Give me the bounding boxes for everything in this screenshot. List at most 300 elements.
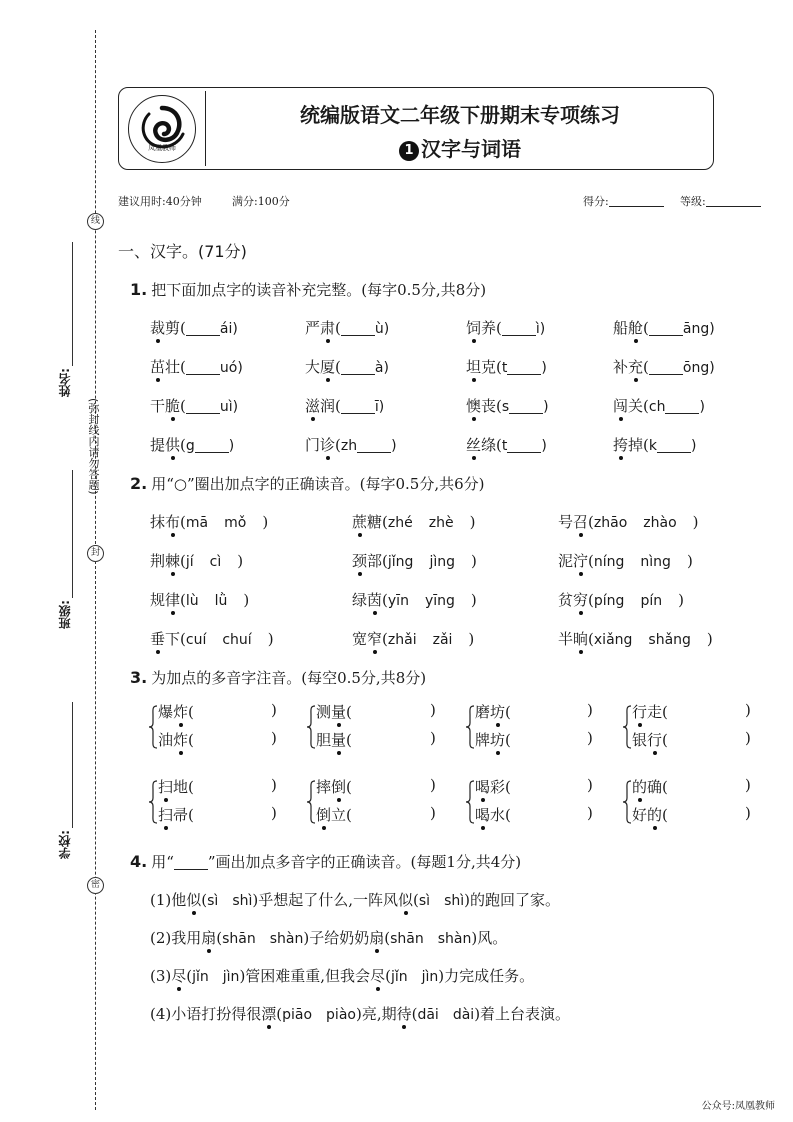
- word-char: (: [505, 731, 511, 749]
- word-char: 船: [613, 319, 629, 337]
- word-char: 宽: [352, 630, 368, 648]
- dotted-char: 坦: [466, 358, 482, 376]
- pinyin-option[interactable]: lù: [185, 593, 199, 609]
- pinyin-option[interactable]: piào: [326, 1007, 356, 1023]
- sentence: [150, 889, 560, 910]
- word-char: 绦(: [481, 436, 502, 454]
- class-field[interactable]: [72, 470, 73, 598]
- pinyin-choice-item: [558, 589, 684, 610]
- pinyin-option[interactable]: pín: [640, 593, 663, 609]
- pinyin-option[interactable]: shàn: [437, 931, 472, 947]
- pinyin-option[interactable]: lǜ: [214, 593, 228, 609]
- answer-space[interactable]: [511, 806, 549, 824]
- paren-open: (: [588, 513, 594, 531]
- question-1-text: 把下面加点字的读音补充完整。(每字0.5分,共8分): [151, 281, 487, 299]
- sentence-text: (: [201, 891, 208, 909]
- score-blank[interactable]: [609, 195, 664, 207]
- seal-mark-mi: 密: [87, 877, 104, 894]
- word-char: (: [335, 358, 341, 376]
- word-char: 门: [305, 436, 321, 454]
- pinyin-option[interactable]: yīn: [387, 593, 409, 609]
- answer-blank[interactable]: [502, 321, 536, 336]
- pinyin-option[interactable]: xiǎng: [593, 632, 633, 648]
- question-4-number: 4.: [130, 852, 148, 871]
- pinyin-choice-item: [558, 628, 713, 649]
- answer-blank[interactable]: [649, 321, 683, 336]
- word-char: (: [335, 319, 341, 337]
- polyphone-word: [632, 701, 706, 722]
- dotted-char: 泞: [573, 552, 589, 570]
- polyphone-word: [158, 729, 232, 750]
- polyphone-group: [465, 701, 599, 751]
- word-char: 壮(: [165, 358, 186, 376]
- pinyin-option[interactable]: mā: [185, 515, 209, 531]
- pinyin-choice-item: [558, 550, 693, 571]
- word-char: (: [346, 778, 352, 796]
- word-char: 严: [305, 319, 321, 337]
- sentence: [150, 927, 507, 948]
- dotted-char: 饲: [466, 319, 482, 337]
- sentence-text: (: [384, 929, 391, 947]
- polyphone-group: [148, 776, 283, 826]
- dotted-char: 懊: [466, 397, 482, 415]
- dotted-char: 充: [628, 358, 644, 376]
- word-char: 关(: [628, 397, 649, 415]
- answer-space[interactable]: [511, 703, 549, 721]
- pinyin-option[interactable]: shān: [222, 931, 256, 947]
- pinyin-option[interactable]: sì: [207, 893, 219, 909]
- pinyin-completion-item: [150, 317, 238, 338]
- sentence-text: )乎想起了什么,一阵风: [252, 891, 398, 909]
- pinyin-option[interactable]: mǒ: [224, 515, 247, 531]
- sentence-text: )亮,期: [355, 1005, 397, 1023]
- dotted-char: 的: [632, 778, 648, 796]
- dotted-char: 喝: [475, 806, 491, 824]
- sentence-text: )的跑回了家。: [464, 891, 560, 909]
- pinyin-option[interactable]: zhé: [387, 515, 413, 531]
- dotted-char: 晌: [573, 630, 589, 648]
- pinyin-choice-item: [150, 628, 274, 649]
- paren-close: ): [587, 701, 593, 719]
- paren-open: (: [180, 630, 186, 648]
- word-char: 彩(: [490, 778, 511, 796]
- grade-label: 等级:: [680, 195, 706, 208]
- answer-blank[interactable]: [657, 438, 691, 453]
- pinyin-option[interactable]: shān: [390, 931, 424, 947]
- paren-close: ): [271, 729, 277, 747]
- polyphone-group: [306, 701, 442, 751]
- dotted-char: 尽: [171, 967, 187, 985]
- word-char: 糖: [367, 513, 383, 531]
- question-3-text: 为加点的多音字注音。(每空0.5分,共8分): [151, 669, 427, 687]
- answer-space[interactable]: [511, 731, 549, 749]
- dotted-char: 舱: [628, 319, 644, 337]
- polyphone-word: [475, 776, 549, 797]
- pinyin-given-initial: t: [501, 360, 508, 376]
- subtitle-text: 汉字与词语: [421, 137, 521, 161]
- answer-space[interactable]: [352, 703, 390, 721]
- word-char: 水(: [490, 806, 511, 824]
- paren-open: (: [588, 591, 594, 609]
- pinyin-given-part: ): [699, 399, 705, 415]
- dotted-char: 颈: [352, 552, 368, 570]
- paren-close: ): [469, 513, 476, 531]
- pinyin-given-part: āng): [682, 321, 715, 337]
- pinyin-option[interactable]: dài: [452, 1007, 475, 1023]
- pinyin-choice-item: [352, 589, 477, 610]
- word-char: 部: [367, 552, 383, 570]
- answer-space[interactable]: [668, 731, 706, 749]
- dotted-char: 坊: [490, 703, 506, 721]
- paren-close: ): [271, 776, 277, 794]
- pinyin-choice-item: [558, 511, 699, 532]
- pinyin-option[interactable]: shì: [444, 893, 465, 909]
- word-char: 丧(: [481, 397, 502, 415]
- dotted-char: 供: [165, 436, 181, 454]
- answer-blank[interactable]: [509, 399, 543, 414]
- word-char: 剪(: [165, 319, 186, 337]
- word-char: 抹: [150, 513, 166, 531]
- dotted-char: 扫: [158, 778, 174, 796]
- paren-close: ): [430, 776, 436, 794]
- polyphone-word: [475, 701, 549, 722]
- paren-open: (: [588, 630, 594, 648]
- polyphone-word: [475, 729, 549, 750]
- pinyin-given-part: ì): [535, 321, 546, 337]
- pinyin-option[interactable]: cì: [209, 554, 222, 570]
- polyphone-word: [158, 701, 232, 722]
- word-char: 油: [158, 731, 174, 749]
- sentence-text: (3): [150, 967, 172, 985]
- pinyin-option[interactable]: píng: [593, 593, 625, 609]
- pinyin-option[interactable]: jǐn: [390, 969, 408, 985]
- answer-space[interactable]: [668, 806, 706, 824]
- paren-close: ): [468, 630, 475, 648]
- answer-space[interactable]: [511, 778, 549, 796]
- paren-open: (: [180, 591, 186, 609]
- dotted-char: 肃: [320, 319, 336, 337]
- answer-space[interactable]: [352, 731, 390, 749]
- paren-close: ): [678, 591, 684, 609]
- answer-blank[interactable]: [507, 438, 541, 453]
- polyphone-group: [148, 701, 283, 751]
- answer-blank[interactable]: [357, 438, 391, 453]
- page-subtitle: [215, 133, 705, 162]
- pinyin-completion-item: [305, 356, 389, 377]
- pinyin-given-part: ): [541, 438, 547, 454]
- dotted-char: 滋: [305, 397, 321, 415]
- pinyin-option[interactable]: jìn: [421, 969, 439, 985]
- word-char: 测: [316, 703, 332, 721]
- paren-close: ): [745, 701, 751, 719]
- polyphone-word: [632, 729, 706, 750]
- dotted-char: 量: [331, 703, 347, 721]
- pinyin-option[interactable]: piāo: [282, 1007, 313, 1023]
- dotted-char: 似: [186, 891, 202, 909]
- word-char: (: [346, 731, 352, 749]
- word-char: 银: [632, 731, 648, 749]
- page-title: 统编版语文二年级下册期末专项练习: [300, 103, 620, 127]
- pinyin-given-part: ōng): [682, 360, 715, 376]
- dotted-char: 垂: [150, 630, 166, 648]
- pinyin-completion-item: [613, 317, 715, 338]
- pinyin-completion-item: [613, 395, 705, 416]
- dotted-char: 量: [331, 731, 347, 749]
- word-char: 补: [613, 358, 629, 376]
- answer-blank[interactable]: [649, 360, 683, 375]
- pinyin-given-part: ): [228, 438, 235, 454]
- sentence-text: (: [411, 1005, 418, 1023]
- answer-space[interactable]: [668, 703, 706, 721]
- paren-close: ): [243, 591, 250, 609]
- dotted-char: 漂: [261, 1005, 277, 1023]
- pinyin-option[interactable]: nìng: [640, 554, 671, 570]
- sentence-text: (2)我用: [150, 929, 202, 947]
- sentence-text: (: [413, 891, 419, 909]
- word-char: (: [662, 806, 668, 824]
- polyphone-word: [632, 804, 706, 825]
- pinyin-completion-item: [466, 434, 547, 455]
- paren-close: ): [745, 729, 751, 747]
- seal-cut-line: [95, 30, 96, 1110]
- answer-blank[interactable]: [341, 399, 375, 414]
- answer-blank[interactable]: [195, 438, 229, 453]
- word-char: 克(: [481, 358, 502, 376]
- word-char: (: [180, 436, 186, 454]
- seal-mark-feng: 封: [87, 545, 104, 562]
- word-char: (: [505, 703, 511, 721]
- dotted-char: 炸: [173, 731, 189, 749]
- word-char: (: [188, 703, 194, 721]
- word-char: 掉(: [628, 436, 649, 454]
- answer-blank[interactable]: [186, 321, 220, 336]
- paren-close: ): [430, 729, 436, 747]
- sentence-text: )力完成任务。: [438, 967, 535, 985]
- question-4-prompt: [130, 851, 521, 872]
- polyphone-word: [158, 776, 232, 797]
- pinyin-option[interactable]: sì: [418, 893, 431, 909]
- dotted-char: 倒: [316, 806, 332, 824]
- pinyin-option[interactable]: shàn: [269, 931, 304, 947]
- pinyin-given-initial: s: [501, 399, 510, 415]
- pinyin-given-initial: k: [648, 438, 657, 454]
- pinyin-completion-item: [305, 317, 389, 338]
- sentence-text: )子给奶奶: [303, 929, 370, 947]
- pinyin-given-initial: ch: [648, 399, 666, 415]
- word-char: (: [346, 703, 352, 721]
- dotted-char: 扫: [158, 806, 174, 824]
- paren-open: (: [588, 552, 594, 570]
- word-char: (: [643, 358, 649, 376]
- paren-close: ): [430, 701, 436, 719]
- pinyin-option[interactable]: cuí: [185, 632, 207, 648]
- word-char: 养(: [481, 319, 502, 337]
- question-1-prompt: [130, 279, 486, 300]
- dotted-char: 召: [573, 513, 589, 531]
- polyphone-word: [475, 804, 549, 825]
- word-char: 半: [558, 630, 574, 648]
- polyphone-group: [306, 776, 442, 826]
- word-char: 走(: [647, 703, 668, 721]
- pinyin-given-part: ái): [219, 321, 238, 337]
- word-char: 号: [558, 513, 574, 531]
- dotted-char: 行: [647, 731, 663, 749]
- pinyin-completion-item: [305, 395, 384, 416]
- paren-close: ): [745, 804, 751, 822]
- word-char: 磨: [475, 703, 491, 721]
- word-char: (: [188, 731, 194, 749]
- word-char: (: [335, 436, 341, 454]
- dotted-char: 炸: [173, 703, 189, 721]
- sentence-text: (: [186, 967, 193, 985]
- pinyin-option[interactable]: zǎi: [432, 632, 453, 648]
- paren-open: (: [382, 513, 388, 531]
- answer-space[interactable]: [668, 778, 706, 796]
- sentence-text: )风。: [471, 929, 508, 947]
- word-char: 帚(: [173, 806, 194, 824]
- pinyin-option[interactable]: zhào: [643, 515, 677, 531]
- paren-open: (: [180, 513, 186, 531]
- score-field: [583, 193, 664, 209]
- pinyin-option[interactable]: zhāo: [593, 515, 628, 531]
- answer-space[interactable]: [352, 778, 390, 796]
- dotted-char: 似: [398, 891, 414, 909]
- answer-space[interactable]: [194, 778, 232, 796]
- dotted-char: 诊: [320, 436, 336, 454]
- pinyin-choice-item: [352, 628, 474, 649]
- answer-space[interactable]: [194, 703, 232, 721]
- word-char: 贫: [558, 591, 574, 609]
- pinyin-completion-item: [150, 356, 243, 377]
- name-field[interactable]: [72, 242, 73, 366]
- dotted-char: 坊: [490, 731, 506, 749]
- pinyin-option[interactable]: jǐng: [387, 554, 414, 570]
- word-char: 大: [305, 358, 321, 376]
- question-4-text-pre: 用“: [151, 853, 174, 871]
- pinyin-option[interactable]: chuí: [222, 632, 252, 648]
- dotted-char: 窄: [367, 630, 383, 648]
- polyphone-word: [316, 804, 390, 825]
- word-char: 规: [150, 591, 166, 609]
- sentence-text: (: [385, 967, 391, 985]
- pinyin-given-part: ): [391, 438, 397, 454]
- question-3-number: 3.: [130, 668, 148, 687]
- pinyin-completion-item: [613, 356, 715, 377]
- dotted-char: 丝: [466, 436, 482, 454]
- section-number-badge: 1: [399, 141, 419, 161]
- pinyin-completion-item: [150, 395, 238, 416]
- pinyin-option[interactable]: jí: [185, 554, 194, 570]
- word-char: (: [180, 397, 186, 415]
- polyphone-word: [632, 776, 706, 797]
- pinyin-completion-item: [613, 434, 696, 455]
- pinyin-option[interactable]: zhǎi: [387, 632, 417, 648]
- dotted-char: 穷: [573, 591, 589, 609]
- paren-close: ): [271, 804, 277, 822]
- school-field[interactable]: [72, 702, 73, 828]
- dotted-char: 喝: [475, 778, 491, 796]
- pinyin-completion-item: [466, 356, 547, 377]
- pinyin-completion-item: [466, 395, 549, 416]
- answer-blank[interactable]: [186, 360, 220, 375]
- answer-blank[interactable]: [665, 399, 699, 414]
- pinyin-option[interactable]: jǐn: [192, 969, 209, 985]
- dotted-char: 扇: [369, 929, 385, 947]
- pinyin-given-part: à): [374, 360, 389, 376]
- pinyin-given-part: uì): [219, 399, 239, 415]
- paren-close: ): [470, 552, 477, 570]
- pinyin-choice-item: [150, 550, 243, 571]
- word-char: (: [643, 319, 649, 337]
- answer-space[interactable]: [194, 731, 232, 749]
- sentence-text: (: [276, 1005, 283, 1023]
- dotted-char: 挎: [613, 436, 629, 454]
- dotted-char: 行: [632, 703, 648, 721]
- name-label: 姓名:: [58, 368, 72, 397]
- question-2-number: 2.: [130, 474, 148, 493]
- word-char: 提: [150, 436, 166, 454]
- word-char: 立(: [331, 806, 352, 824]
- pinyin-option[interactable]: níng: [593, 554, 625, 570]
- answer-blank[interactable]: [507, 360, 541, 375]
- pinyin-option[interactable]: jìng: [429, 554, 455, 570]
- word-char: 确(: [647, 778, 668, 796]
- pinyin-option[interactable]: yīng: [424, 593, 455, 609]
- paren-open: (: [382, 552, 388, 570]
- word-char: 泥: [558, 552, 574, 570]
- pinyin-completion-item: [150, 434, 234, 455]
- pinyin-option[interactable]: jìn: [222, 969, 240, 985]
- dotted-char: 茵: [367, 591, 383, 609]
- dotted-char: 裁: [150, 319, 166, 337]
- pinyin-given-initial: g: [185, 438, 195, 454]
- paren-close: ): [587, 804, 593, 822]
- paren-close: ): [267, 630, 274, 648]
- suggested-time: 建议用时:40分钟: [118, 195, 202, 208]
- grade-blank[interactable]: [706, 195, 761, 207]
- pinyin-given-initial: zh: [340, 438, 358, 454]
- question-2-prompt: [130, 473, 485, 494]
- word-char: 润(: [320, 397, 341, 415]
- pinyin-choice-item: [150, 511, 268, 532]
- pinyin-option[interactable]: dāi: [417, 1007, 439, 1023]
- seal-mark-xian: 线: [87, 213, 104, 230]
- pinyin-option[interactable]: shǎng: [648, 632, 691, 648]
- sentence-text: (1)他: [150, 891, 187, 909]
- answer-blank[interactable]: [341, 360, 375, 375]
- paren-close: ): [587, 729, 593, 747]
- polyphone-word: [316, 776, 390, 797]
- answer-space[interactable]: [194, 806, 232, 824]
- pinyin-choice-item: [150, 589, 249, 610]
- word-char: 牌: [475, 731, 491, 749]
- pinyin-choice-item: [352, 550, 477, 571]
- sentence-text: (4)小语打扮得很: [150, 1005, 262, 1023]
- paren-close: ): [692, 513, 699, 531]
- section-heading: 一、汉字。(71分): [118, 242, 247, 261]
- answer-blank[interactable]: [186, 399, 220, 414]
- sentence: [150, 1003, 570, 1024]
- dotted-char: 闯: [613, 397, 629, 415]
- dotted-char: 蔗: [352, 513, 368, 531]
- pinyin-option[interactable]: zhè: [428, 515, 454, 531]
- answer-space[interactable]: [352, 806, 390, 824]
- answer-blank[interactable]: [341, 321, 375, 336]
- pinyin-option[interactable]: shì: [232, 893, 253, 909]
- paren-open: (: [382, 591, 388, 609]
- word-char: 地(: [173, 778, 194, 796]
- paren-close: ): [587, 776, 593, 794]
